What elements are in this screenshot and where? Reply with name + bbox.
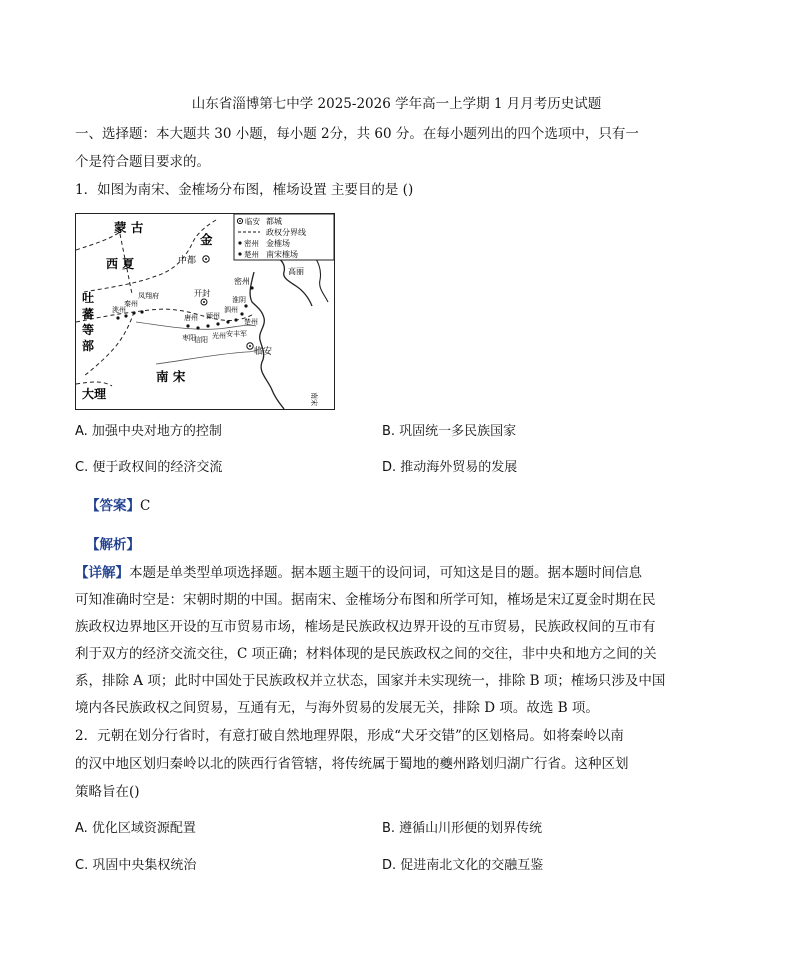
q2-option-a: A. 优化区域资源配置 <box>75 821 196 836</box>
page-title: 山东省淄博第七中学 2025-2026 学年高一上学期 1 月月考历史试题 <box>191 96 602 112</box>
legend-jin-market-label: 金榷场 <box>266 239 290 248</box>
market-dot <box>240 312 243 315</box>
market-dot <box>244 304 247 307</box>
river <box>136 322 256 329</box>
city-taozhou: 洮州 <box>112 306 126 314</box>
detail-line-3: 族政权边界地区开设的互市贸易市场，榷场是民族政权边界开设的互市贸易，民族政权间的互市有 <box>75 619 656 635</box>
market-dot <box>226 320 229 323</box>
detail-text-1: 本题是单类型单项选择题。据本题主题干的设问词，可知这是目的题。据本题时间信息 <box>129 565 642 581</box>
legend-border-label: 政权分界线 <box>266 228 306 237</box>
detail-line-5: 系，排除 A 项；此时中国处于民族政权并立状态，国家并未实现统一，排除 B 项；榷场只涉及中国 <box>75 673 666 689</box>
city-huaiyin: 淮阴 <box>232 296 246 304</box>
city-mizhou: 密州 <box>234 277 250 286</box>
region-tubo-1: 吐 <box>82 291 95 305</box>
river <box>156 348 262 364</box>
detail-line-2: 可知准确时空是：宋朝时期的中国。据南宋、金榷场分布图和所学可知，榷场是宋辽夏金时期在民 <box>75 592 656 608</box>
city-linan: 临安 <box>254 347 273 357</box>
region-gaoli: 高丽 <box>288 267 304 276</box>
border-mongol-jin <box>84 220 216 292</box>
legend-capital-sample: 临安 <box>245 217 260 226</box>
section-instruction-line1: 一、选择题：本大题共 30 小题，每小题 2分，共 60 分。在每小题列出的四个选项中，只有一 <box>75 126 639 142</box>
legend-song-market-sample: 楚州 <box>244 250 259 259</box>
q1-option-d: D. 推动海外贸易的发展 <box>382 460 518 475</box>
detail-line-1 <box>75 564 642 582</box>
question-2-stem-line2: 的汉中地区划归秦岭以北的陕西行省管辖，将传统属于蜀地的夔州路划归湖广行省。这种区划 <box>75 756 629 772</box>
region-tubo-4: 部 <box>82 339 95 353</box>
question-2-stem-line3: 策略旨在() <box>75 784 140 800</box>
peninsula-coast <box>272 254 312 306</box>
city-zaoyang: 枣阳 <box>182 334 196 342</box>
q2-option-c: C. 巩固中央集权统治 <box>75 858 197 873</box>
market-dot <box>140 310 143 313</box>
q2-option-b: B. 遵循山川形便的划界传统 <box>382 821 543 836</box>
q2-option-d: D. 促进南北文化的交融互鉴 <box>382 858 544 873</box>
legend-jin-market-icon <box>238 241 241 244</box>
region-nansong: 南 宋 <box>156 369 186 384</box>
market-dot <box>216 322 219 325</box>
region-nanshu: 南宋 <box>310 392 318 406</box>
capital-zhongdu-dot <box>205 258 207 260</box>
q1-option-c: C. 便于政权间的经济交流 <box>75 460 223 475</box>
legend-jin-market-sample: 密州 <box>244 239 259 248</box>
city-chuzhou: 楚州 <box>244 318 258 326</box>
city-kaifeng: 开封 <box>194 289 210 298</box>
city-guangzhou: 光州 <box>212 332 226 340</box>
market-dot <box>186 324 189 327</box>
city-sizhou: 泗州 <box>224 306 238 314</box>
city-zhongdu: 中都 <box>178 256 197 266</box>
map-drawing <box>76 214 334 409</box>
q1-option-b: B. 巩固统一多民族国家 <box>382 424 517 439</box>
coastline <box>250 272 284 409</box>
market-dot <box>132 311 135 314</box>
region-tubo-2: 蕃 <box>82 307 95 321</box>
question-2-stem-line1: 2．元朝在划分行省时，有意打破自然地理界限，形成“犬牙交错”的区划格局。如将秦岭以南 <box>75 728 624 744</box>
legend-song-market-label: 南宋榷场 <box>266 250 298 259</box>
detail-line-4: 利于双方的经济交流交往，C 项正确；材料体现的是民族政权之间的交往，非中央和地方之间的关 <box>75 646 657 662</box>
city-fengxiangfu: 凤翔府 <box>138 292 159 300</box>
city-anfeng: 安丰军 <box>226 330 247 338</box>
song-jin-market-map <box>75 213 335 410</box>
border-dali <box>76 382 112 386</box>
detail-label: 【详解】 <box>75 565 129 581</box>
capital-kaifeng-dot <box>203 301 205 303</box>
market-dot <box>116 316 119 319</box>
answer-label: 【答案】 <box>86 498 140 514</box>
region-dali: 大理 <box>82 387 107 401</box>
legend-song-market-icon <box>238 252 241 255</box>
market-dot <box>206 324 209 327</box>
market-dot <box>234 318 237 321</box>
section-instruction-line2: 个是符合题目要求的。 <box>75 154 210 170</box>
detail-line-6: 境内各民族政权之间贸易，互通有无，与海外贸易的发展无关，排除 D 项。故选 B 项。 <box>75 700 599 716</box>
korea-coast <box>312 254 328 302</box>
region-jin: 金 <box>200 232 213 247</box>
city-yingzhou: 颍州 <box>206 312 220 320</box>
city-xinyang: 信阳 <box>194 336 208 344</box>
region-tubo-3: 等 <box>82 323 95 337</box>
city-qinzhou: 秦州 <box>124 300 138 308</box>
market-dot <box>124 314 127 317</box>
region-menggu: 蒙 古 <box>114 220 144 235</box>
legend-capital-icon-dot <box>239 220 241 222</box>
q1-option-a: A. 加强中央对地方的控制 <box>75 424 222 439</box>
answer-value: C <box>140 498 151 514</box>
capital-linan-dot <box>249 345 251 347</box>
analysis-label: 【解析】 <box>86 537 140 553</box>
legend-capital-label: 都城 <box>266 217 282 226</box>
region-xixia: 西 夏 <box>106 257 135 271</box>
question-1-stem: 1．如图为南宋、金榷场分布图，榷场设置 主要目的是 () <box>75 182 414 198</box>
market-dot <box>196 326 199 329</box>
city-tangzhou: 唐州 <box>184 314 198 322</box>
market-dot <box>250 286 253 289</box>
answer-line <box>86 497 150 515</box>
